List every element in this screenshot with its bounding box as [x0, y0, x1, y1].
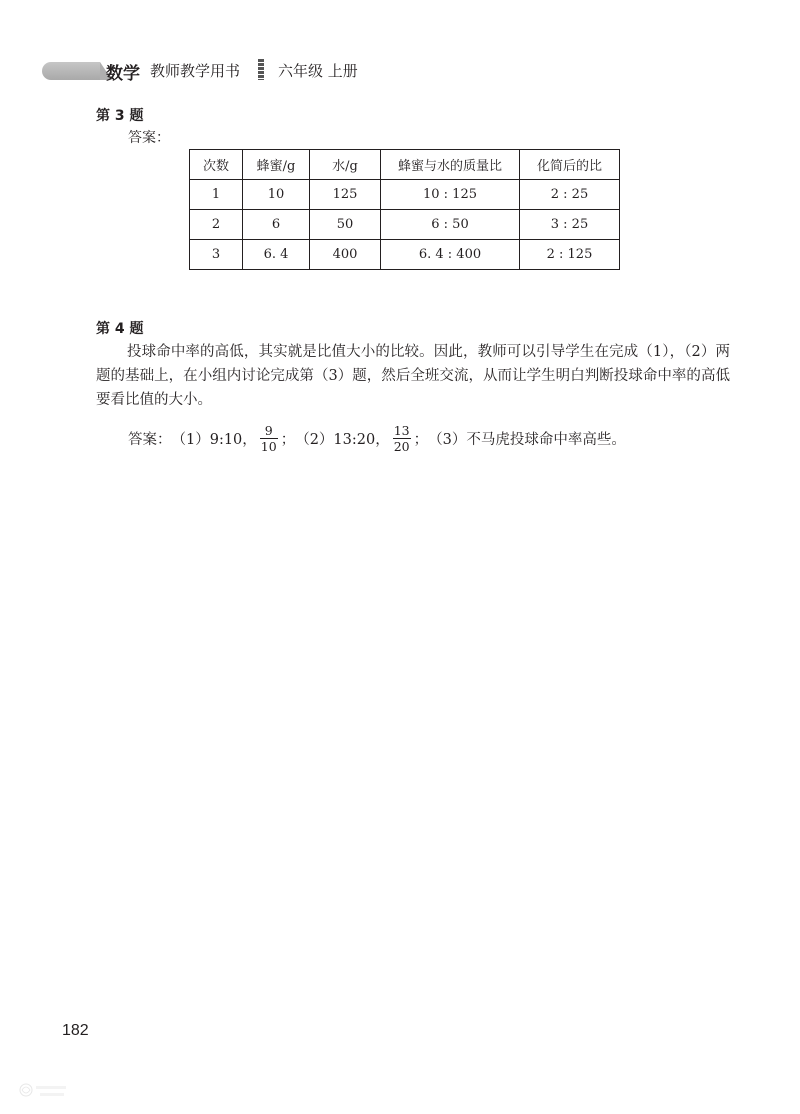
table-header-cell: 蜂蜜与水的质量比 [381, 150, 520, 180]
fraction-numerator: 13 [393, 422, 410, 438]
honey-water-table [189, 149, 620, 270]
table-cell: 2 [190, 210, 243, 240]
table-header-cell: 次数 [190, 150, 243, 180]
answer-part-3: （3）不马虎投球命中率高些。 [428, 431, 626, 448]
table-cell: 6 [243, 210, 310, 240]
question-3-answer-label: 答案： [128, 130, 170, 146]
answer-label: 答案： [128, 431, 172, 448]
header-grade: 六年级 上册 [278, 62, 358, 80]
table-header-cell: 蜂蜜/g [243, 150, 310, 180]
table-row [190, 180, 620, 210]
fraction-9-10 [260, 423, 278, 454]
page-number: 182 [62, 1022, 89, 1039]
fraction-denominator: 10 [260, 438, 277, 454]
answer-separator: ； [280, 431, 296, 448]
table-cell: 10 : 125 [381, 180, 520, 210]
table-row [190, 240, 620, 270]
header-book-title: 教师教学用书 [150, 62, 241, 80]
answer-part-2: （2）13:20， [295, 431, 390, 448]
answer-part-1: （1）9:10， [171, 431, 257, 448]
question-4-title: 第 4 题 [96, 321, 144, 337]
header-tab-decoration [42, 62, 100, 80]
header-subject: 数学 [106, 64, 140, 84]
question-4-answer [128, 418, 626, 458]
header-separator [258, 59, 264, 80]
table-cell: 3 [190, 240, 243, 270]
question-4-paragraph: 投球命中率的高低，其实就是比值大小的比较。因此，教师可以引导学生在完成（1），（2）两题的基础上，在小组内讨论完成第（3）题，然后全班交流，从而让学生明白判断投球命中率的高低要看比值的大小。 [96, 344, 730, 408]
table-cell: 400 [310, 240, 381, 270]
table-cell: 1 [190, 180, 243, 210]
fraction-denominator: 20 [393, 438, 410, 454]
publisher-watermark-logo [18, 1080, 70, 1106]
table-cell: 6. 4 [243, 240, 310, 270]
fraction-13-20 [393, 423, 411, 454]
table-cell: 2 : 125 [520, 240, 620, 270]
table-header-row [190, 150, 620, 180]
table-cell: 6. 4 : 400 [381, 240, 520, 270]
table-cell: 6 : 50 [381, 210, 520, 240]
question-3-title: 第 3 题 [96, 108, 144, 124]
table-cell: 10 [243, 180, 310, 210]
table-cell: 3 : 25 [520, 210, 620, 240]
table-cell: 125 [310, 180, 381, 210]
table-row [190, 210, 620, 240]
table-cell: 50 [310, 210, 381, 240]
table-header-cell: 水/g [310, 150, 381, 180]
table-cell: 2 : 25 [520, 180, 620, 210]
fraction-numerator: 9 [264, 422, 273, 438]
answer-separator: ； [413, 431, 429, 448]
table-header-cell: 化简后的比 [520, 150, 620, 180]
